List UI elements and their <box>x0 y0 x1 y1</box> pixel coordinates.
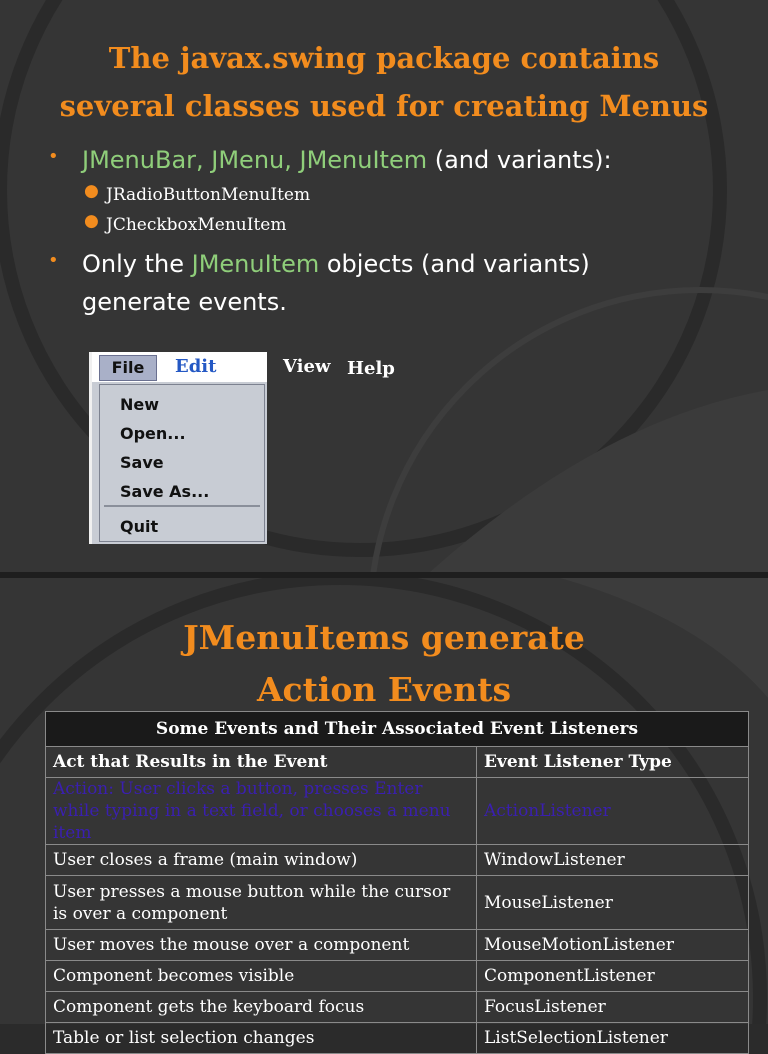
row-listener: MouseMotionListener <box>477 930 749 961</box>
menu-item-save-as[interactable]: Save As... <box>120 482 210 501</box>
title-line-2: Action Events <box>256 670 512 709</box>
table-row <box>46 876 749 930</box>
menu-item-save[interactable]: Save <box>120 453 164 472</box>
menubar <box>89 352 267 382</box>
bullet-1 <box>82 145 612 175</box>
row-act: Table or list selection changes <box>46 1023 477 1054</box>
menu-item-quit[interactable]: Quit <box>120 517 159 536</box>
table-row <box>46 778 749 845</box>
sub-bullet-dot: ● <box>84 211 99 231</box>
table-row <box>46 930 749 961</box>
table-row <box>46 992 749 1023</box>
bullet-dot: • <box>48 146 59 167</box>
bullet-1-text: (and variants): <box>427 146 612 174</box>
menu-view[interactable]: View <box>283 356 331 377</box>
image-edge <box>89 352 92 544</box>
bullet-dot: • <box>48 250 59 271</box>
row-listener: FocusListener <box>477 992 749 1023</box>
file-dropdown <box>99 384 265 542</box>
row-act: Action: User clicks a button, presses Enter while typing in a text field, or chooses a menu item <box>46 778 477 845</box>
menu-file[interactable]: File <box>99 355 157 381</box>
menu-item-new[interactable]: New <box>120 395 160 414</box>
table-row <box>46 845 749 876</box>
menu-item-open[interactable]: Open... <box>120 424 186 443</box>
row-act: Component gets the keyboard focus <box>46 992 477 1023</box>
sub-bullet-1: JRadioButtonMenuItem <box>106 185 311 205</box>
table-row <box>46 961 749 992</box>
menu-help[interactable]: Help <box>347 358 395 379</box>
title-line-2: several classes used for creating Menus <box>59 89 709 123</box>
title-line-1: The javax.swing package contains <box>108 41 660 75</box>
header-act: Act that Results in the Event <box>46 747 477 778</box>
bullet-2-text-c: objects (and variants) <box>319 250 590 278</box>
menu-edit[interactable]: Edit <box>175 356 217 377</box>
row-act: User moves the mouse over a component <box>46 930 477 961</box>
bullet-2-line-2: generate events. <box>82 288 287 316</box>
bullet-1-highlight: JMenuBar, JMenu, JMenuItem <box>82 146 428 174</box>
row-listener: ComponentListener <box>477 961 749 992</box>
row-listener: ActionListener <box>477 778 749 845</box>
menu-separator <box>104 505 260 507</box>
title-line-1: JMenuItems generate <box>183 618 585 657</box>
table-row <box>46 1023 749 1054</box>
bullet-2-text-a: Only the <box>82 250 192 278</box>
table-header-row <box>46 747 749 778</box>
slide-2-title <box>0 612 768 716</box>
header-listener: Event Listener Type <box>477 747 749 778</box>
bullet-2 <box>82 249 590 317</box>
sub-bullet-2: JCheckboxMenuItem <box>106 215 287 235</box>
row-act: User presses a mouse button while the cursor is over a component <box>46 876 477 930</box>
row-listener: MouseListener <box>477 876 749 930</box>
events-table <box>45 711 749 1054</box>
bullet-2-highlight: JMenuItem <box>191 250 320 278</box>
row-act: User closes a frame (main window) <box>46 845 477 876</box>
table-caption: Some Events and Their Associated Event Listeners <box>46 712 749 747</box>
sub-bullet-dot: ● <box>84 181 99 201</box>
row-listener: ListSelectionListener <box>477 1023 749 1054</box>
row-act: Component becomes visible <box>46 961 477 992</box>
row-listener: WindowListener <box>477 845 749 876</box>
menu-example-image <box>89 352 267 544</box>
